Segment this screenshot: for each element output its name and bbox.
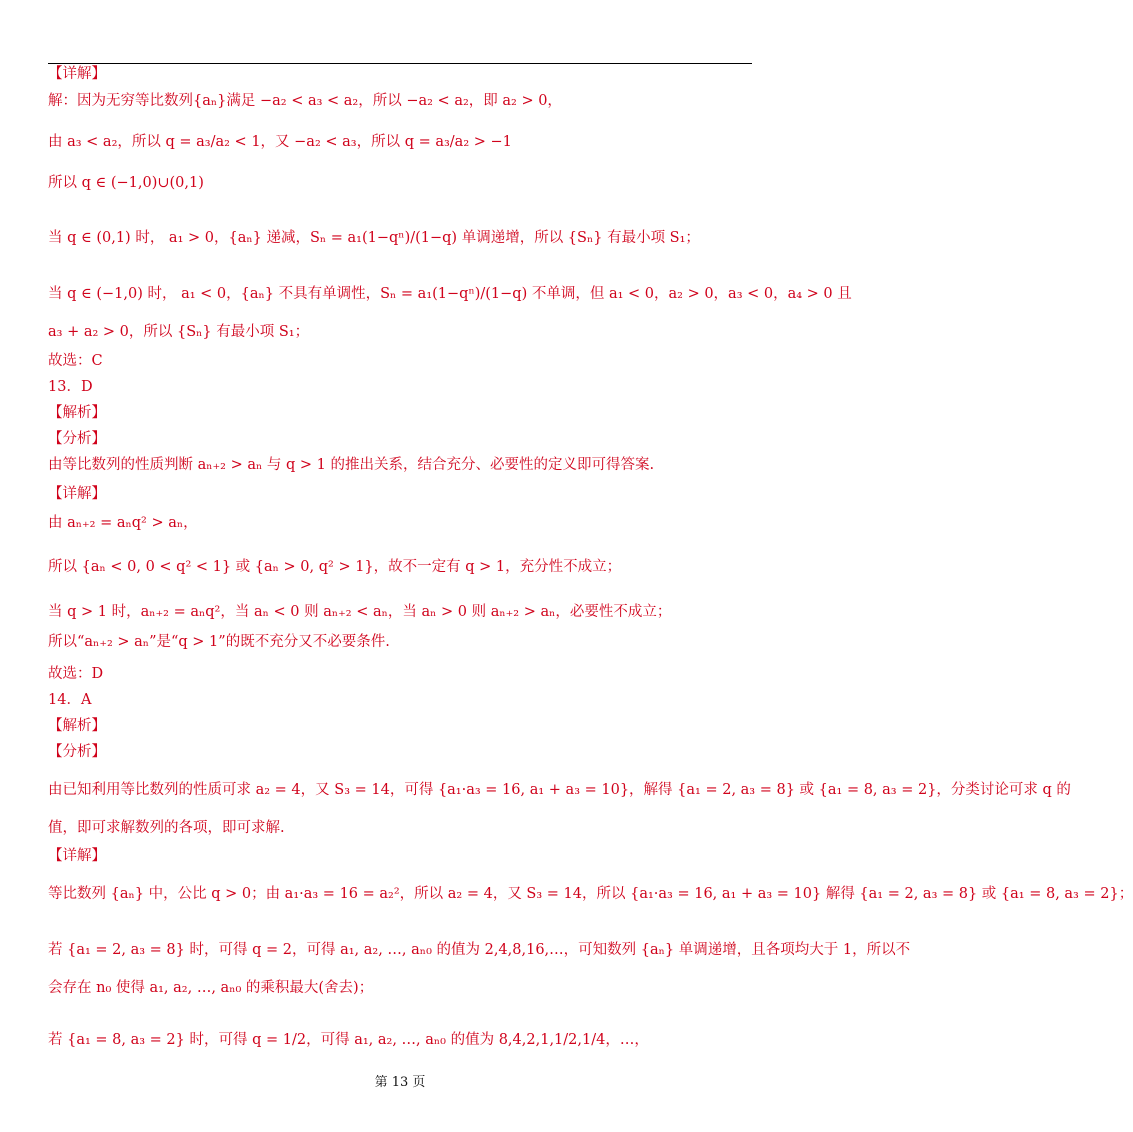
text-line: 【详解】	[48, 66, 106, 82]
text-line: 所以“aₙ₊₂ > aₙ”是“q > 1”的既不充分又不必要条件.	[48, 634, 390, 650]
text-line: 由 a₃ < a₂，所以 q = a₃/a₂ < 1，又 −a₂ < a₃，所以 q = a₃/a₂ > −1	[48, 134, 512, 150]
text-line: 当 q > 1 时，aₙ₊₂ = aₙq²，当 aₙ < 0 则 aₙ₊₂ < aₙ，当 aₙ > 0 则 aₙ₊₂ > aₙ，必要性不成立；	[48, 604, 672, 620]
text-line: 故选：D	[48, 666, 104, 682]
text-line: 若 {a₁ = 8, a₃ = 2} 时，可得 q = 1/2，可得 a₁, a₂, …, aₙ₀ 的值为 8,4,2,1,1/2,1/4，…，	[48, 1032, 649, 1048]
text-line: 等比数列 {aₙ} 中，公比 q > 0；由 a₁·a₃ = 16 = a₂²，所以 a₂ = 4，又 S₃ = 14，所以 {a₁·a₃ = 16, a₁ + a₃ = 10} 解得 {a₁ = 2, a₃ = 8} 或 {a₁ = 8, a₃ = 2}；	[48, 886, 1133, 902]
text-line: 会存在 n₀ 使得 a₁, a₂, …, aₙ₀ 的乘积最大(舍去)；	[48, 980, 374, 996]
text-line: 故选：C	[48, 353, 103, 369]
header-rule	[48, 63, 752, 64]
text-line: 由等比数列的性质判断 aₙ₊₂ > aₙ 与 q > 1 的推出关系，结合充分、必要性的定义即可得答案.	[48, 457, 655, 473]
text-line: 【详解】	[48, 848, 106, 864]
text-line: 【解析】	[48, 405, 106, 421]
page-number: 第 13 页	[374, 1075, 426, 1090]
text-line: 若 {a₁ = 2, a₃ = 8} 时，可得 q = 2，可得 a₁, a₂, …, aₙ₀ 的值为 2,4,8,16,…，可知数列 {aₙ} 单调递增，且各项均大于 1，所以不	[48, 942, 911, 958]
text-line: 当 q ∈ (−1,0) 时， a₁ < 0，{aₙ} 不具有单调性，Sₙ = a₁(1−qⁿ)/(1−q) 不单调，但 a₁ < 0，a₂ > 0，a₃ < 0，a₄ > 0 且	[48, 286, 852, 302]
text-line: 【分析】	[48, 744, 106, 760]
text-line: 由已知利用等比数列的性质可求 a₂ = 4，又 S₃ = 14，可得 {a₁·a₃ = 16, a₁ + a₃ = 10}，解得 {a₁ = 2, a₃ = 8} 或 {a₁ = 8, a₃ = 2}，分类讨论可求 q 的	[48, 782, 1071, 798]
text-line: 所以 q ∈ (−1,0)∪(0,1)	[48, 175, 204, 191]
text-line: 值，即可求解数列的各项，即可求解.	[48, 820, 285, 836]
text-line: 【详解】	[48, 486, 106, 502]
text-line: 所以 {aₙ < 0, 0 < q² < 1} 或 {aₙ > 0, q² > 1}，故不一定有 q > 1，充分性不成立；	[48, 559, 622, 575]
text-line: 解：因为无穷等比数列{aₙ}满足 −a₂ < a₃ < a₂，所以 −a₂ < a₂，即 a₂ > 0，	[48, 93, 562, 109]
text-line: a₃ + a₂ > 0，所以 {Sₙ} 有最小项 S₁；	[48, 324, 310, 340]
text-line: 当 q ∈ (0,1) 时， a₁ > 0，{aₙ} 递减，Sₙ = a₁(1−qⁿ)/(1−q) 单调递增，所以 {Sₙ} 有最小项 S₁；	[48, 230, 700, 246]
text-line: 【分析】	[48, 431, 106, 447]
text-line: 由 aₙ₊₂ = aₙq² > aₙ，	[48, 515, 198, 531]
text-line: 13．D	[48, 379, 93, 395]
text-line: 【解析】	[48, 718, 106, 734]
text-line: 14．A	[48, 692, 92, 708]
